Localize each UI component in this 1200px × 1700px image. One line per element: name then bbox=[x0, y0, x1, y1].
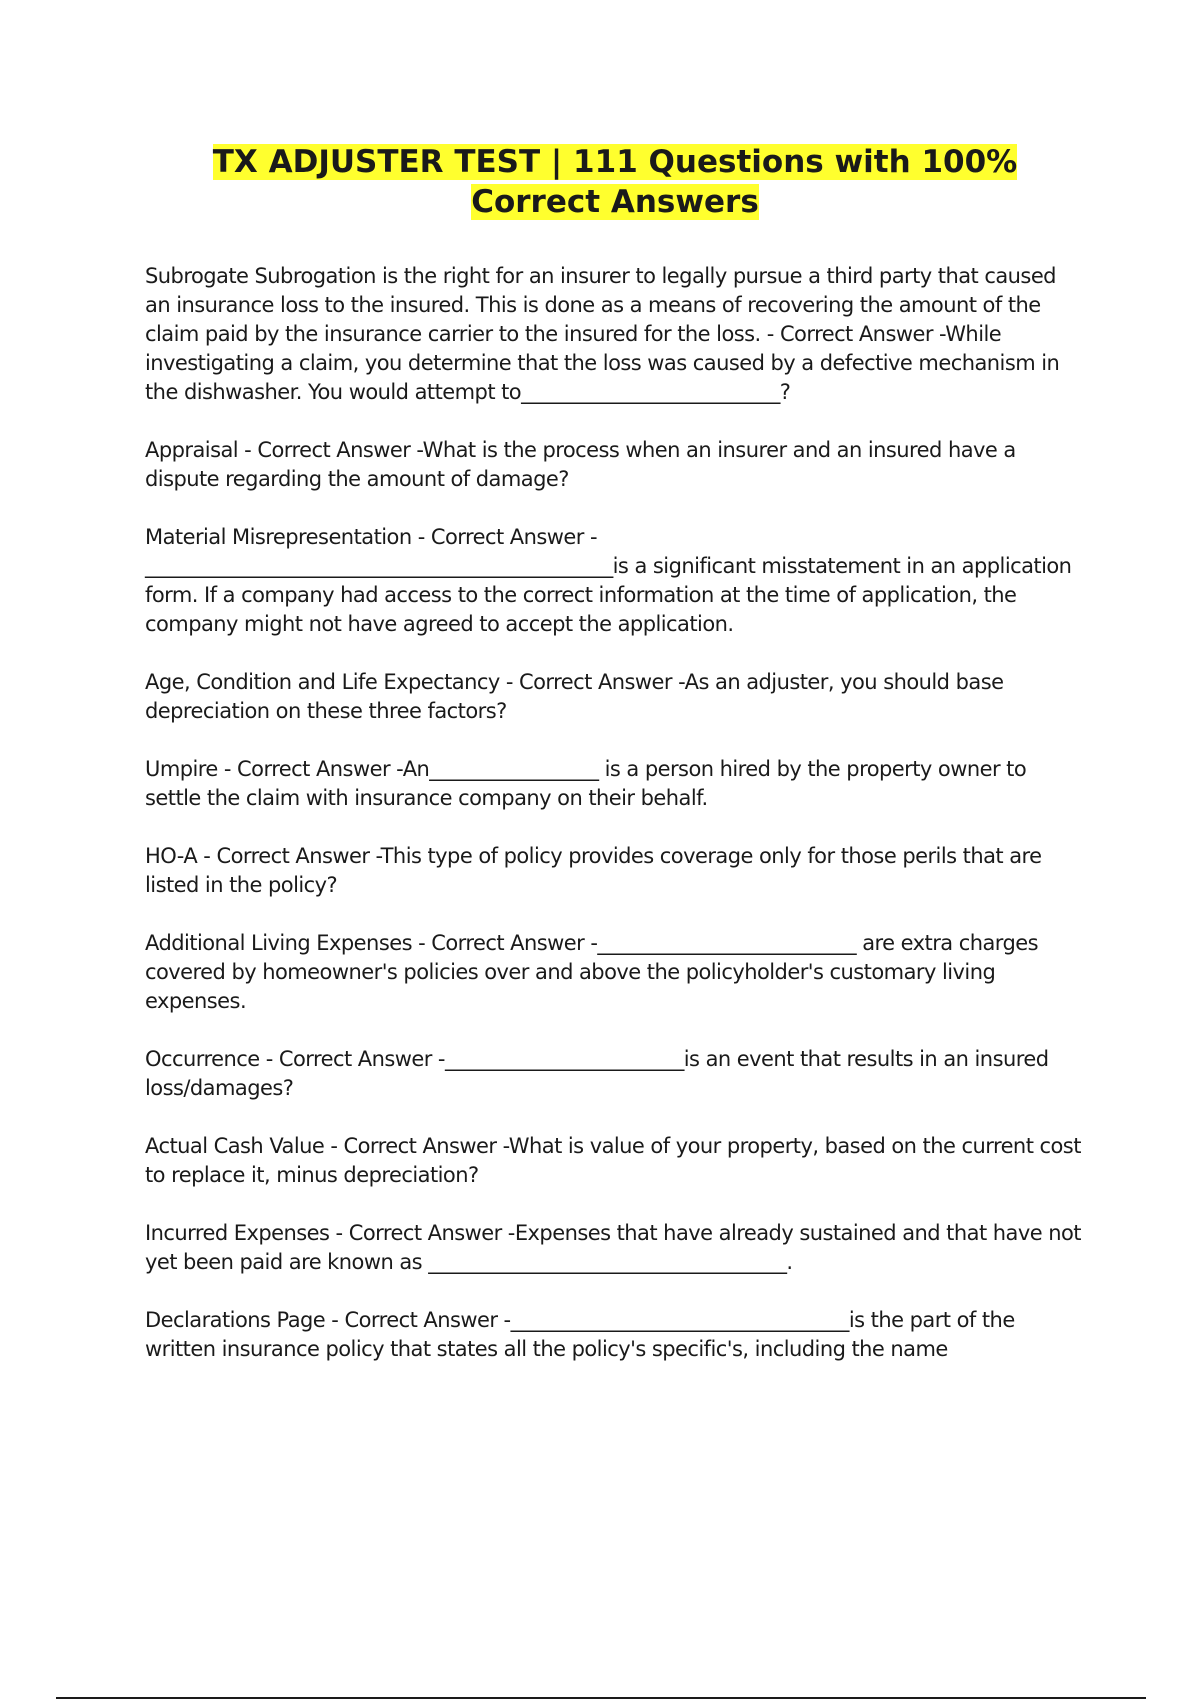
qa-entry-umpire: Umpire - Correct Answer -An_________________ is a person hired by the property owner to settle the claim with insurance company on their behalf. bbox=[145, 757, 1027, 810]
qa-entry-material-misrepresentation: Material Misrepresentation - Correct Answer - _______________________________________________is a significant misstatement in an application form. If a company had access to the correct information at the time of application, the company might not have agreed to accept the application. bbox=[145, 525, 1072, 636]
qa-entry-declarations-page: Declarations Page - Correct Answer -__________________________________is the part of the written insurance policy that states all the policy's specific's, including the name bbox=[145, 1308, 1015, 1361]
qa-entry-additional-living-expenses: Additional Living Expenses - Correct Answer -__________________________ are extra charges covered by homeowner's policies over and above the policyholder's customary living expenses. bbox=[145, 931, 1039, 1013]
qa-entry-incurred-expenses: Incurred Expenses - Correct Answer -Expenses that have already sustained and that have not yet been paid are known as ____________________________________. bbox=[145, 1221, 1081, 1274]
qa-entry-subrogate: Subrogate Subrogation is the right for an insurer to legally pursue a third party that caused an insurance loss to the insured. This is done as a means of recovering the amount of the claim paid by the insurance carrier to the insured for the loss. - Correct Answer -While investigating a claim, you determine that the loss was caused by a defective mechanism in the dishwasher. You would attempt to__________________________? bbox=[145, 264, 1060, 404]
page-bottom-divider bbox=[56, 1697, 1146, 1699]
qa-entry-depreciation-factors: Age, Condition and Life Expectancy - Correct Answer -As an adjuster, you should base depreciation on these three factors? bbox=[145, 670, 1004, 723]
title-highlight: TX ADJUSTER TEST | 111 Questions with 100% Correct Answers bbox=[212, 144, 1018, 220]
qa-entry-occurrence: Occurrence - Correct Answer -________________________is an event that results in an insured loss/damages? bbox=[145, 1047, 1049, 1100]
question-list bbox=[145, 262, 1085, 1393]
qa-entry-appraisal: Appraisal - Correct Answer -What is the process when an insurer and an insured have a dispute regarding the amount of damage? bbox=[145, 438, 1016, 491]
qa-entry-ho-a: HO-A - Correct Answer -This type of policy provides coverage only for those perils that are listed in the policy? bbox=[145, 844, 1042, 897]
document-title bbox=[145, 142, 1085, 222]
qa-entry-actual-cash-value: Actual Cash Value - Correct Answer -What is value of your property, based on the current cost to replace it, minus depreciation? bbox=[145, 1134, 1081, 1187]
